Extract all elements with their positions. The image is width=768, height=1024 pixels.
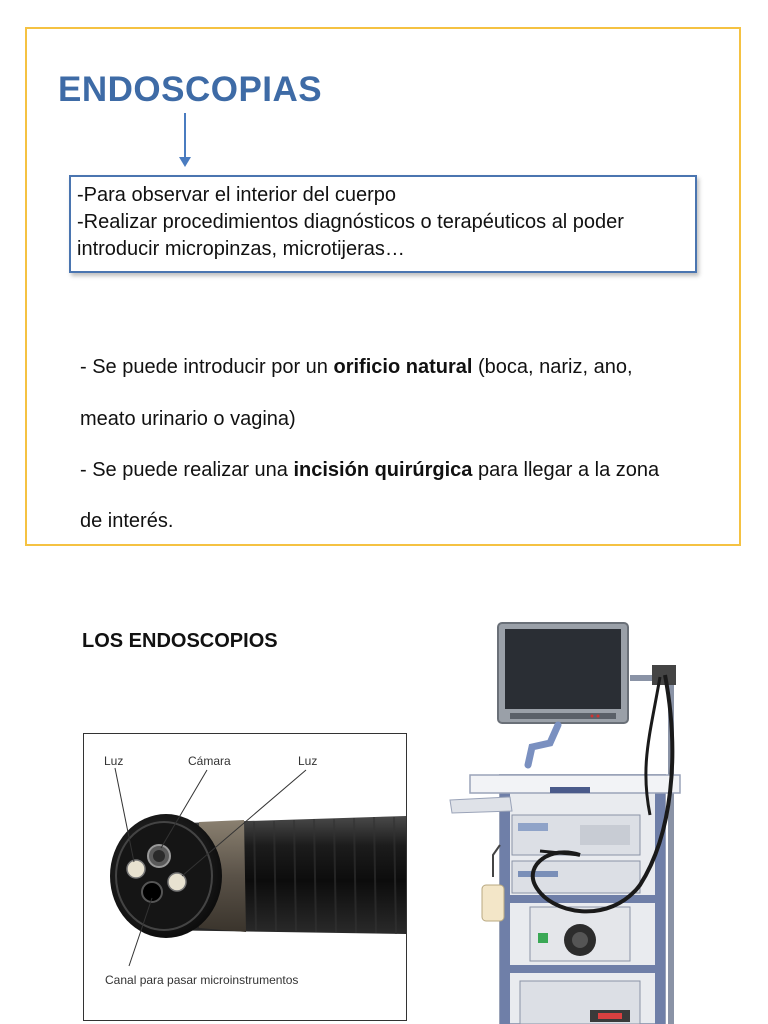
label-luz-right: Luz: [298, 754, 318, 768]
endoscopy-tower-image: [440, 615, 690, 1024]
label-canal: Canal para pasar microinstrumentos: [105, 973, 299, 987]
bullet-surgical-incision: - Se puede realizar una incisión quirúrgica para llegar a la zona: [80, 459, 660, 481]
endoscope-tip-figure: [83, 733, 407, 1021]
definition-line-3: introducir micropinzas, microtijeras…: [77, 238, 405, 260]
bullet-surgical-incision-cont: de interés.: [80, 510, 174, 532]
label-luz-left: Luz: [104, 754, 124, 768]
section-title: LOS ENDOSCOPIOS: [82, 630, 278, 652]
bullet-natural-orifice: - Se puede introducir por un orificio natural (boca, nariz, ano,: [80, 356, 633, 378]
page-title: ENDOSCOPIAS: [58, 70, 323, 109]
definition-line-2: -Realizar procedimientos diagnósticos o terapéuticos al poder: [77, 211, 624, 233]
label-camara: Cámara: [188, 754, 231, 768]
definition-box: [69, 175, 697, 273]
bullet-natural-orifice-cont: meato urinario o vagina): [80, 408, 296, 430]
endoscope-tip-image: [84, 734, 406, 1020]
definition-line-1: -Para observar el interior del cuerpo: [77, 184, 397, 206]
down-arrow-icon: [178, 113, 192, 169]
